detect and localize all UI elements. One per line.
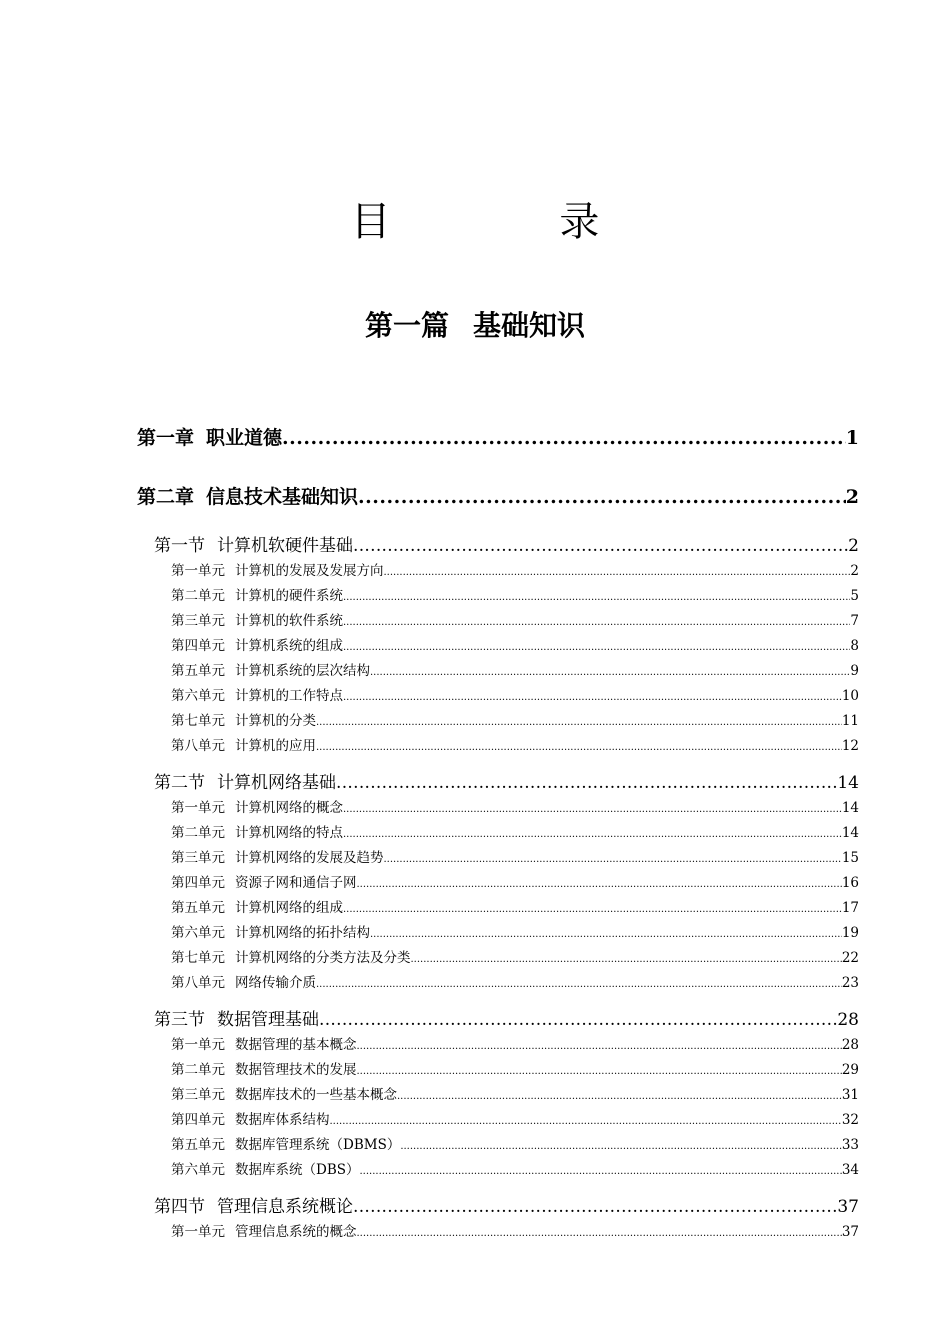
page-number: 37	[837, 1197, 859, 1217]
section-title: 计算机软硬件基础	[217, 536, 353, 556]
unit-title: 计算机的发展及发展方向	[235, 563, 384, 579]
chapter-number: 第二章	[137, 486, 195, 508]
unit-number: 第八单元	[171, 738, 225, 754]
unit-number: 第四单元	[171, 1112, 225, 1128]
unit-title: 计算机网络的分类方法及分类	[235, 950, 411, 966]
part-title	[0, 304, 950, 348]
unit-number: 第一单元	[171, 1037, 225, 1053]
dot-leader	[343, 825, 842, 845]
dot-leader	[400, 1137, 841, 1157]
dot-leader	[357, 1062, 842, 1082]
unit-number: 第六单元	[171, 1162, 225, 1178]
unit-title: 计算机网络的组成	[235, 900, 343, 916]
page-number: 37	[841, 1224, 859, 1240]
page-number: 29	[841, 1062, 859, 1078]
toc-unit-row[interactable]	[171, 1060, 859, 1080]
dot-leader	[343, 900, 842, 920]
toc-unit-row[interactable]	[171, 1160, 859, 1180]
dot-leader	[357, 1037, 842, 1057]
unit-title: 数据库系统（DBS）	[235, 1162, 360, 1178]
page-number: 12	[841, 738, 859, 754]
toc-chapter-row[interactable]	[137, 425, 859, 451]
page-number: 34	[841, 1162, 859, 1178]
page-number: 28	[841, 1037, 859, 1053]
toc-unit-row[interactable]	[171, 898, 859, 918]
toc-unit-row[interactable]	[171, 1135, 859, 1155]
page-number: 28	[837, 1010, 859, 1030]
dot-leader	[319, 1008, 837, 1032]
page-number: 32	[841, 1112, 859, 1128]
toc-section-row[interactable]	[154, 1008, 859, 1032]
page-number: 19	[841, 925, 859, 941]
dot-leader	[411, 950, 842, 970]
dot-leader	[343, 638, 850, 658]
dot-leader	[384, 850, 842, 870]
toc-unit-row[interactable]	[171, 873, 859, 893]
part-name: 基础知识	[473, 309, 586, 342]
toc-unit-row[interactable]	[171, 586, 859, 606]
unit-number: 第一单元	[171, 800, 225, 816]
dot-leader	[316, 713, 842, 733]
unit-title: 计算机网络的拓扑结构	[235, 925, 370, 941]
toc-unit-row[interactable]	[171, 561, 859, 581]
page-number: 31	[841, 1087, 859, 1103]
dot-leader	[343, 588, 850, 608]
dot-leader	[358, 484, 846, 510]
page-number: 7	[850, 613, 859, 629]
toc-unit-row[interactable]	[171, 1035, 859, 1055]
unit-number: 第一单元	[171, 563, 225, 579]
unit-number: 第六单元	[171, 925, 225, 941]
unit-title: 数据管理的基本概念	[235, 1037, 357, 1053]
unit-title: 数据库管理系统（DBMS）	[235, 1137, 401, 1153]
unit-title: 计算机网络的概念	[235, 800, 343, 816]
page-number: 17	[841, 900, 859, 916]
toc-unit-row[interactable]	[171, 948, 859, 968]
toc-unit-row[interactable]	[171, 848, 859, 868]
dot-leader	[357, 875, 842, 895]
page-number: 11	[841, 713, 859, 729]
toc-unit-row[interactable]	[171, 611, 859, 631]
page-number: 33	[841, 1137, 859, 1153]
dot-leader	[353, 534, 848, 558]
section-number: 第二节	[154, 773, 205, 793]
part-number: 第一篇	[364, 309, 449, 342]
page-number: 10	[841, 688, 859, 704]
dot-leader	[343, 688, 842, 708]
unit-number: 第二单元	[171, 588, 225, 604]
chapter-title: 信息技术基础知识	[206, 486, 359, 508]
unit-number: 第五单元	[171, 1137, 225, 1153]
dot-leader	[384, 563, 851, 583]
unit-title: 数据库体系结构	[235, 1112, 330, 1128]
section-number: 第一节	[154, 536, 205, 556]
toc-unit-row[interactable]	[171, 1110, 859, 1130]
page-number: 14	[841, 825, 859, 841]
unit-number: 第二单元	[171, 825, 225, 841]
unit-title: 数据库技术的一些基本概念	[235, 1087, 397, 1103]
chapter-number: 第一章	[137, 427, 195, 449]
dot-leader	[282, 425, 846, 451]
unit-number: 第四单元	[171, 875, 225, 891]
toc-unit-row[interactable]	[171, 1222, 859, 1242]
unit-number: 第八单元	[171, 975, 225, 991]
page-number: 23	[841, 975, 859, 991]
toc-unit-row[interactable]	[171, 798, 859, 818]
toc-unit-row[interactable]	[171, 686, 859, 706]
dot-leader	[343, 800, 842, 820]
toc-section-row[interactable]	[154, 534, 859, 558]
dot-leader	[397, 1087, 842, 1107]
unit-number: 第六单元	[171, 688, 225, 704]
unit-number: 第一单元	[171, 1224, 225, 1240]
dot-leader	[330, 1112, 842, 1132]
page-number: 14	[841, 800, 859, 816]
page-number: 16	[841, 875, 859, 891]
unit-title: 数据管理技术的发展	[235, 1062, 357, 1078]
unit-number: 第三单元	[171, 850, 225, 866]
unit-title: 计算机的应用	[235, 738, 316, 754]
unit-title: 资源子网和通信子网	[235, 875, 357, 891]
chapter-title: 职业道德	[206, 427, 283, 449]
dot-leader	[360, 1162, 842, 1182]
toc-unit-row[interactable]	[171, 973, 859, 993]
toc-heading: 目 录	[350, 199, 678, 245]
unit-number: 第四单元	[171, 638, 225, 654]
dot-leader	[357, 1224, 842, 1244]
toc-unit-row[interactable]	[171, 823, 859, 843]
unit-number: 第三单元	[171, 1087, 225, 1103]
unit-title: 管理信息系统的概念	[235, 1224, 357, 1240]
unit-title: 计算机的软件系统	[235, 613, 343, 629]
unit-number: 第五单元	[171, 900, 225, 916]
unit-number: 第七单元	[171, 713, 225, 729]
section-number: 第四节	[154, 1197, 205, 1217]
toc-unit-row[interactable]	[171, 636, 859, 656]
dot-leader	[343, 613, 850, 633]
unit-title: 计算机网络的特点	[235, 825, 343, 841]
section-number: 第三节	[154, 1010, 205, 1030]
toc-unit-row[interactable]	[171, 923, 859, 943]
dot-leader	[316, 738, 842, 758]
toc-unit-row[interactable]	[171, 736, 859, 756]
section-title: 数据管理基础	[217, 1010, 319, 1030]
unit-title: 计算机系统的层次结构	[235, 663, 370, 679]
dot-leader	[336, 771, 837, 795]
section-title: 管理信息系统概论	[217, 1197, 353, 1217]
page-number: 2	[845, 486, 859, 508]
unit-number: 第三单元	[171, 613, 225, 629]
unit-title: 网络传输介质	[235, 975, 316, 991]
toc-section-row[interactable]	[154, 771, 859, 795]
unit-title: 计算机的分类	[235, 713, 316, 729]
toc-chapter-row[interactable]	[137, 484, 859, 510]
page-number: 9	[850, 663, 859, 679]
dot-leader	[370, 663, 850, 683]
unit-number: 第五单元	[171, 663, 225, 679]
unit-title: 计算机的硬件系统	[235, 588, 343, 604]
toc-unit-row[interactable]	[171, 661, 859, 681]
page-number: 15	[841, 850, 859, 866]
unit-number: 第二单元	[171, 1062, 225, 1078]
dot-leader	[316, 975, 842, 995]
dot-leader	[370, 925, 842, 945]
unit-title: 计算机系统的组成	[235, 638, 343, 654]
toc-unit-row[interactable]	[171, 711, 859, 731]
page-number: 5	[850, 588, 859, 604]
unit-number: 第七单元	[171, 950, 225, 966]
page-number: 2	[850, 563, 859, 579]
page-number: 22	[841, 950, 859, 966]
page-number: 14	[837, 773, 859, 793]
page-number: 8	[850, 638, 859, 654]
toc-section-row[interactable]	[154, 1195, 859, 1219]
unit-title: 计算机的工作特点	[235, 688, 343, 704]
dot-leader	[353, 1195, 837, 1219]
section-title: 计算机网络基础	[217, 773, 336, 793]
page-number: 1	[845, 427, 859, 449]
unit-title: 计算机网络的发展及趋势	[235, 850, 384, 866]
page-number: 2	[848, 536, 859, 556]
toc-unit-row[interactable]	[171, 1085, 859, 1105]
